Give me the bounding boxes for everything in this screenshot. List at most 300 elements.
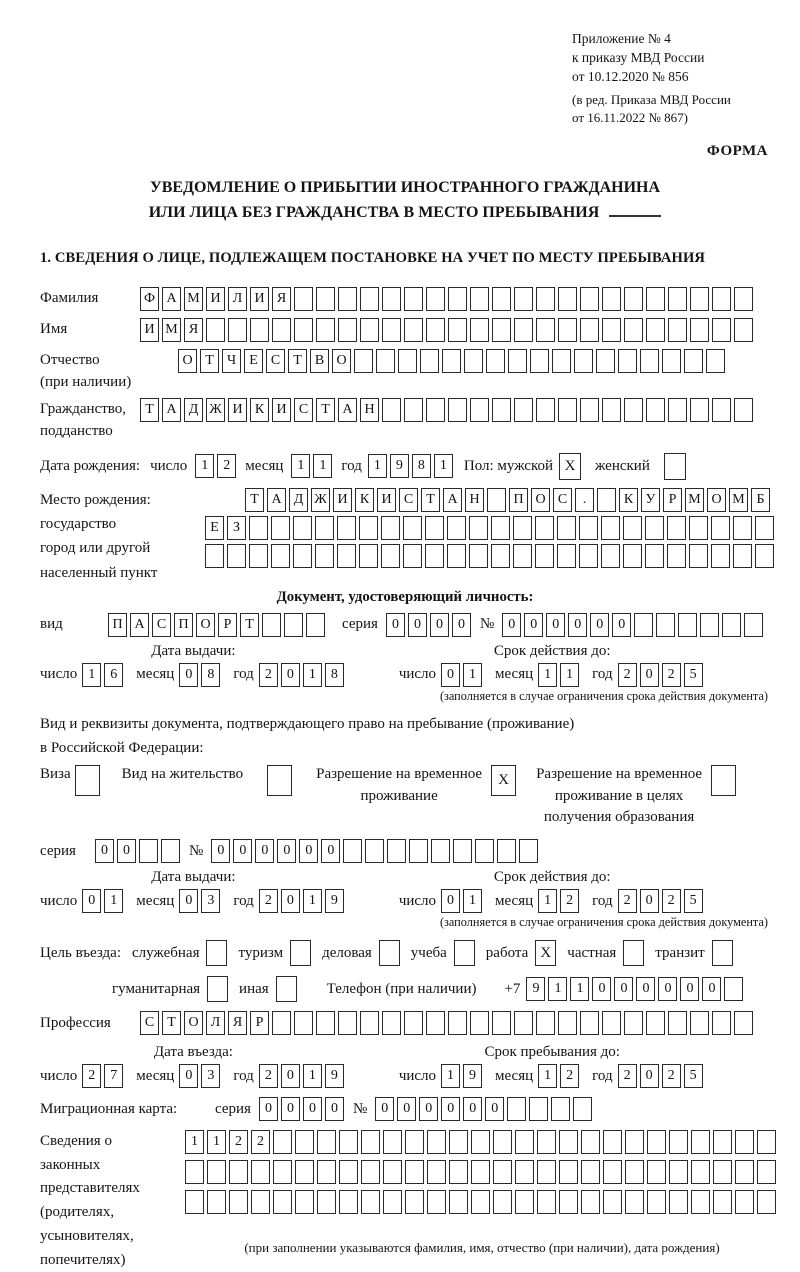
char-cell[interactable] [689,516,708,540]
char-cell[interactable] [273,1190,292,1214]
char-cell[interactable]: Т [240,613,259,637]
char-cell[interactable] [713,1130,732,1154]
char-cell[interactable]: Р [250,1011,269,1035]
char-cell[interactable] [755,516,774,540]
char-cell[interactable]: И [228,398,247,422]
char-cell[interactable] [558,287,577,311]
char-cell[interactable] [734,1011,753,1035]
char-cell[interactable] [537,1130,556,1154]
char-cell[interactable]: 0 [658,977,677,1001]
char-cell[interactable] [491,544,510,568]
char-cell[interactable]: 1 [538,889,557,913]
char-cell[interactable]: Т [288,349,307,373]
purpose-option-checkbox[interactable] [207,976,228,1002]
char-cell[interactable]: О [332,349,351,373]
char-cell[interactable] [471,1130,490,1154]
char-cell[interactable] [647,1130,666,1154]
char-cell[interactable] [185,1190,204,1214]
char-cell[interactable]: 2 [662,889,681,913]
char-cell[interactable]: 8 [412,454,431,478]
char-cell[interactable]: 1 [185,1130,204,1154]
char-cell[interactable]: К [619,488,638,512]
char-cell[interactable]: 0 [277,839,296,863]
char-cell[interactable]: 9 [463,1064,482,1088]
char-cell[interactable]: Т [162,1011,181,1035]
char-cell[interactable] [229,1160,248,1184]
char-cell[interactable] [360,318,379,342]
char-cell[interactable] [602,318,621,342]
char-cell[interactable] [625,1160,644,1184]
char-cell[interactable] [339,1190,358,1214]
char-cell[interactable] [493,1130,512,1154]
char-cell[interactable] [317,1130,336,1154]
char-cell[interactable]: 0 [614,977,633,1001]
char-cell[interactable]: 0 [702,977,721,1001]
char-cell[interactable] [382,1011,401,1035]
char-cell[interactable]: 2 [229,1130,248,1154]
char-cell[interactable] [426,287,445,311]
char-cell[interactable] [453,839,472,863]
char-cell[interactable] [447,544,466,568]
char-cell[interactable] [662,349,681,373]
char-cell[interactable] [624,287,643,311]
char-cell[interactable] [427,1190,446,1214]
char-cell[interactable] [471,1190,490,1214]
char-cell[interactable]: 0 [636,977,655,1001]
char-cell[interactable] [700,613,719,637]
char-cell[interactable] [295,1160,314,1184]
char-cell[interactable] [645,544,664,568]
char-cell[interactable]: И [140,318,159,342]
char-cell[interactable] [316,1011,335,1035]
char-cell[interactable] [514,287,533,311]
char-cell[interactable] [316,287,335,311]
char-cell[interactable] [735,1130,754,1154]
char-cell[interactable] [559,1190,578,1214]
char-cell[interactable] [404,398,423,422]
char-cell[interactable] [229,1190,248,1214]
char-cell[interactable] [339,1160,358,1184]
char-cell[interactable] [382,287,401,311]
char-cell[interactable] [669,1190,688,1214]
char-cell[interactable] [581,1190,600,1214]
char-cell[interactable]: Е [205,516,224,540]
char-cell[interactable] [409,839,428,863]
char-cell[interactable] [383,1190,402,1214]
gender-female-checkbox[interactable] [664,453,686,480]
char-cell[interactable] [625,1190,644,1214]
char-cell[interactable]: А [443,488,462,512]
char-cell[interactable] [486,349,505,373]
gender-male-checkbox[interactable]: X [559,453,581,480]
char-cell[interactable]: 2 [560,889,579,913]
char-cell[interactable]: 2 [251,1130,270,1154]
char-cell[interactable]: 0 [117,839,136,863]
char-cell[interactable]: М [685,488,704,512]
char-cell[interactable] [603,1190,622,1214]
char-cell[interactable]: 0 [179,1064,198,1088]
char-cell[interactable] [470,287,489,311]
char-cell[interactable] [603,1130,622,1154]
char-cell[interactable] [427,1130,446,1154]
char-cell[interactable] [227,544,246,568]
char-cell[interactable]: У [641,488,660,512]
char-cell[interactable]: К [250,398,269,422]
char-cell[interactable] [602,1011,621,1035]
char-cell[interactable]: Т [245,488,264,512]
char-cell[interactable] [339,1130,358,1154]
char-cell[interactable]: Я [272,287,291,311]
char-cell[interactable] [711,544,730,568]
char-cell[interactable] [404,318,423,342]
char-cell[interactable] [513,544,532,568]
char-cell[interactable]: 5 [684,663,703,687]
char-cell[interactable] [536,318,555,342]
char-cell[interactable] [228,318,247,342]
char-cell[interactable] [470,318,489,342]
char-cell[interactable] [470,1011,489,1035]
char-cell[interactable]: И [272,398,291,422]
char-cell[interactable] [251,1190,270,1214]
char-cell[interactable]: 2 [618,663,637,687]
char-cell[interactable] [403,516,422,540]
char-cell[interactable] [405,1190,424,1214]
char-cell[interactable]: 0 [281,1064,300,1088]
char-cell[interactable]: 0 [375,1097,394,1121]
temp-permit-checkbox[interactable]: X [491,765,516,796]
char-cell[interactable]: А [130,613,149,637]
char-cell[interactable]: П [509,488,528,512]
char-cell[interactable] [272,1011,291,1035]
char-cell[interactable]: Т [200,349,219,373]
char-cell[interactable] [690,318,709,342]
char-cell[interactable] [668,1011,687,1035]
edu-permit-checkbox[interactable] [711,765,736,796]
char-cell[interactable]: 1 [538,663,557,687]
char-cell[interactable] [205,544,224,568]
char-cell[interactable]: 9 [325,1064,344,1088]
char-cell[interactable]: А [267,488,286,512]
purpose-option-checkbox[interactable] [379,940,400,966]
char-cell[interactable] [691,1160,710,1184]
char-cell[interactable] [338,318,357,342]
char-cell[interactable]: 0 [612,613,631,637]
char-cell[interactable] [403,544,422,568]
char-cell[interactable] [185,1160,204,1184]
purpose-option-checkbox[interactable] [276,976,297,1002]
char-cell[interactable]: 0 [281,1097,300,1121]
char-cell[interactable] [690,287,709,311]
char-cell[interactable] [387,839,406,863]
char-cell[interactable]: 1 [313,454,332,478]
char-cell[interactable] [507,1097,526,1121]
char-cell[interactable] [646,398,665,422]
char-cell[interactable] [734,318,753,342]
char-cell[interactable]: Я [228,1011,247,1035]
purpose-option-checkbox[interactable] [290,940,311,966]
char-cell[interactable] [475,839,494,863]
char-cell[interactable] [668,318,687,342]
char-cell[interactable] [601,544,620,568]
char-cell[interactable] [442,349,461,373]
char-cell[interactable]: 0 [546,613,565,637]
char-cell[interactable] [497,839,516,863]
char-cell[interactable] [735,1160,754,1184]
char-cell[interactable] [711,516,730,540]
char-cell[interactable] [426,1011,445,1035]
char-cell[interactable] [249,544,268,568]
char-cell[interactable]: 0 [321,839,340,863]
char-cell[interactable] [603,1160,622,1184]
char-cell[interactable] [161,839,180,863]
char-cell[interactable] [317,1160,336,1184]
char-cell[interactable]: 5 [684,889,703,913]
char-cell[interactable]: 0 [281,889,300,913]
char-cell[interactable] [735,1190,754,1214]
char-cell[interactable]: Л [206,1011,225,1035]
char-cell[interactable]: 0 [592,977,611,1001]
char-cell[interactable]: 0 [441,1097,460,1121]
char-cell[interactable] [404,1011,423,1035]
char-cell[interactable] [669,1130,688,1154]
char-cell[interactable] [359,544,378,568]
char-cell[interactable] [426,398,445,422]
char-cell[interactable] [624,398,643,422]
char-cell[interactable]: 0 [640,889,659,913]
char-cell[interactable] [273,1160,292,1184]
char-cell[interactable] [398,349,417,373]
char-cell[interactable]: Т [316,398,335,422]
char-cell[interactable]: 0 [485,1097,504,1121]
char-cell[interactable] [514,398,533,422]
char-cell[interactable]: 1 [441,1064,460,1088]
char-cell[interactable] [645,516,664,540]
char-cell[interactable] [624,318,643,342]
char-cell[interactable] [294,1011,313,1035]
char-cell[interactable] [492,287,511,311]
char-cell[interactable] [382,398,401,422]
char-cell[interactable]: 5 [684,1064,703,1088]
char-cell[interactable]: С [266,349,285,373]
char-cell[interactable]: А [338,398,357,422]
char-cell[interactable]: Р [218,613,237,637]
char-cell[interactable] [448,1011,467,1035]
char-cell[interactable]: 0 [299,839,318,863]
char-cell[interactable]: М [162,318,181,342]
char-cell[interactable] [295,1130,314,1154]
char-cell[interactable] [712,318,731,342]
char-cell[interactable] [514,318,533,342]
char-cell[interactable]: 3 [201,889,220,913]
char-cell[interactable]: 8 [325,663,344,687]
char-cell[interactable]: 0 [233,839,252,863]
char-cell[interactable] [383,1160,402,1184]
char-cell[interactable] [574,349,593,373]
char-cell[interactable]: 1 [82,663,101,687]
char-cell[interactable]: 0 [259,1097,278,1121]
char-cell[interactable]: О [196,613,215,637]
char-cell[interactable]: 0 [303,1097,322,1121]
char-cell[interactable] [580,398,599,422]
char-cell[interactable] [360,287,379,311]
char-cell[interactable]: 0 [524,613,543,637]
char-cell[interactable] [361,1160,380,1184]
char-cell[interactable]: Б [751,488,770,512]
char-cell[interactable] [315,544,334,568]
char-cell[interactable] [337,544,356,568]
char-cell[interactable] [690,1011,709,1035]
char-cell[interactable] [249,516,268,540]
char-cell[interactable]: 2 [259,1064,278,1088]
char-cell[interactable]: И [250,287,269,311]
char-cell[interactable]: 1 [291,454,310,478]
char-cell[interactable]: . [575,488,594,512]
char-cell[interactable] [579,544,598,568]
char-cell[interactable]: 0 [281,663,300,687]
char-cell[interactable] [360,1011,379,1035]
char-cell[interactable] [618,349,637,373]
residence-permit-checkbox[interactable] [267,765,292,796]
char-cell[interactable] [744,613,763,637]
char-cell[interactable] [733,516,752,540]
visa-checkbox[interactable] [75,765,100,796]
char-cell[interactable]: Т [421,488,440,512]
char-cell[interactable]: 0 [441,663,460,687]
char-cell[interactable]: 2 [82,1064,101,1088]
purpose-option-checkbox[interactable]: X [535,940,556,966]
char-cell[interactable] [448,318,467,342]
char-cell[interactable] [262,613,281,637]
char-cell[interactable] [469,516,488,540]
char-cell[interactable] [354,349,373,373]
char-cell[interactable] [382,318,401,342]
char-cell[interactable] [755,544,774,568]
char-cell[interactable]: Ч [222,349,241,373]
char-cell[interactable]: 9 [390,454,409,478]
char-cell[interactable]: Я [184,318,203,342]
char-cell[interactable]: 7 [104,1064,123,1088]
char-cell[interactable]: В [310,349,329,373]
char-cell[interactable] [513,516,532,540]
char-cell[interactable] [706,349,725,373]
char-cell[interactable] [492,1011,511,1035]
char-cell[interactable]: М [184,287,203,311]
char-cell[interactable]: 8 [201,663,220,687]
char-cell[interactable]: 2 [618,1064,637,1088]
char-cell[interactable] [448,398,467,422]
char-cell[interactable] [667,544,686,568]
char-cell[interactable] [573,1097,592,1121]
char-cell[interactable]: 1 [463,889,482,913]
char-cell[interactable]: Д [184,398,203,422]
char-cell[interactable] [293,516,312,540]
char-cell[interactable] [425,544,444,568]
char-cell[interactable] [381,516,400,540]
char-cell[interactable]: 1 [303,663,322,687]
char-cell[interactable] [487,488,506,512]
char-cell[interactable] [491,516,510,540]
char-cell[interactable] [536,1011,555,1035]
char-cell[interactable] [552,349,571,373]
char-cell[interactable] [713,1160,732,1184]
char-cell[interactable] [425,516,444,540]
char-cell[interactable] [271,516,290,540]
char-cell[interactable]: 0 [179,663,198,687]
char-cell[interactable] [551,1097,570,1121]
char-cell[interactable] [405,1130,424,1154]
char-cell[interactable] [381,544,400,568]
purpose-option-checkbox[interactable] [454,940,475,966]
char-cell[interactable]: Р [663,488,682,512]
char-cell[interactable] [580,318,599,342]
char-cell[interactable]: 1 [463,663,482,687]
char-cell[interactable] [337,516,356,540]
char-cell[interactable] [581,1160,600,1184]
char-cell[interactable] [656,613,675,637]
char-cell[interactable] [207,1190,226,1214]
char-cell[interactable] [623,544,642,568]
char-cell[interactable] [306,613,325,637]
char-cell[interactable] [448,287,467,311]
char-cell[interactable]: 0 [255,839,274,863]
char-cell[interactable] [537,1190,556,1214]
char-cell[interactable]: 0 [179,889,198,913]
char-cell[interactable]: 6 [104,663,123,687]
char-cell[interactable] [383,1130,402,1154]
char-cell[interactable]: С [140,1011,159,1035]
char-cell[interactable] [712,287,731,311]
char-cell[interactable]: 0 [430,613,449,637]
char-cell[interactable]: 1 [195,454,214,478]
char-cell[interactable] [207,1160,226,1184]
char-cell[interactable]: П [174,613,193,637]
char-cell[interactable] [580,1011,599,1035]
char-cell[interactable]: 2 [662,663,681,687]
char-cell[interactable] [284,613,303,637]
char-cell[interactable] [405,1160,424,1184]
char-cell[interactable]: 0 [640,663,659,687]
char-cell[interactable] [273,1130,292,1154]
char-cell[interactable] [668,398,687,422]
char-cell[interactable] [343,839,362,863]
char-cell[interactable]: Ж [311,488,330,512]
char-cell[interactable]: А [162,398,181,422]
char-cell[interactable] [447,516,466,540]
char-cell[interactable]: А [162,287,181,311]
purpose-option-checkbox[interactable] [712,940,733,966]
char-cell[interactable] [559,1130,578,1154]
char-cell[interactable]: 1 [570,977,589,1001]
char-cell[interactable]: 0 [590,613,609,637]
char-cell[interactable] [515,1190,534,1214]
char-cell[interactable] [493,1160,512,1184]
char-cell[interactable] [581,1130,600,1154]
char-cell[interactable] [295,1190,314,1214]
char-cell[interactable] [449,1160,468,1184]
char-cell[interactable] [515,1160,534,1184]
char-cell[interactable] [647,1160,666,1184]
char-cell[interactable] [722,613,741,637]
char-cell[interactable] [493,1190,512,1214]
char-cell[interactable]: 0 [463,1097,482,1121]
char-cell[interactable]: 1 [538,1064,557,1088]
char-cell[interactable] [508,349,527,373]
char-cell[interactable] [558,318,577,342]
char-cell[interactable] [294,318,313,342]
char-cell[interactable]: 0 [95,839,114,863]
char-cell[interactable] [634,613,653,637]
char-cell[interactable]: Н [465,488,484,512]
